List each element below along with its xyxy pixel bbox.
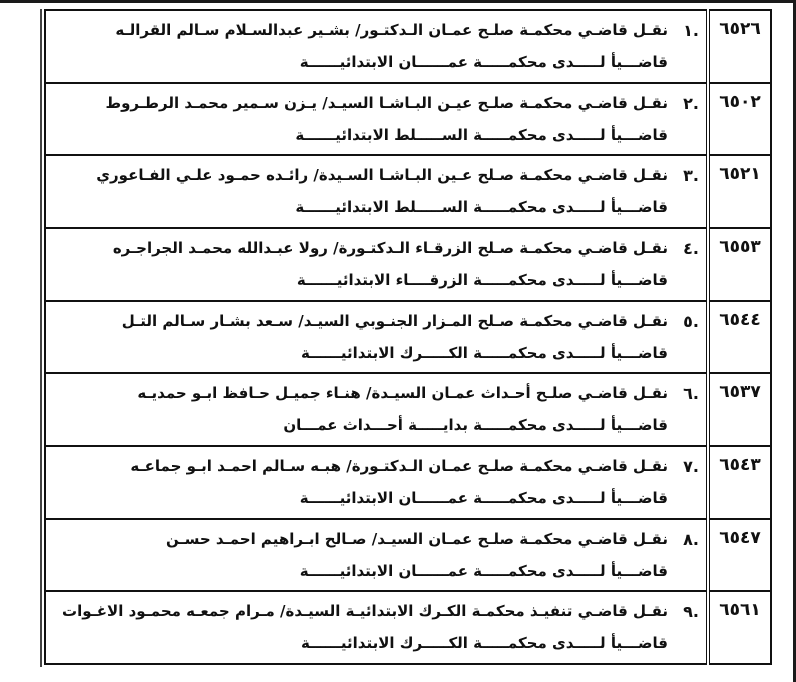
item-number: .٥ [676, 301, 708, 374]
transfer-line-1: نقـل قاضـي محكمـة صلـح عيـن البـاشـا السيـد/ يـزن سـمير محمـد الرطـروط [105, 93, 668, 112]
table-row [45, 155, 771, 228]
table-row [45, 519, 771, 592]
transfer-line-2: قاضـــيأ لـــــدى محكمـــــة الزرقــــاء الابتدائيــــــة [296, 270, 668, 289]
table-row [45, 10, 771, 83]
table-row [45, 446, 771, 519]
table-row [45, 301, 771, 374]
record-code: ٦٥٣٧ [708, 373, 771, 446]
transfer-text [45, 301, 676, 374]
table-row [45, 591, 771, 664]
transfer-text [45, 373, 676, 446]
transfer-text [45, 591, 676, 664]
page-top-border [0, 0, 796, 3]
transfers-table [44, 9, 772, 665]
item-number: .٤ [676, 228, 708, 301]
item-number: .٨ [676, 519, 708, 592]
transfer-line-1: نقـل قاضـي تنفيـذ محكمـة الكـرك الابتدائيـة السيـدة/ مـرام جمعـه محمـود الاغـوات [62, 602, 668, 621]
transfer-line-2: قاضـــيأ لـــــدى محكمـــــة الســـــلط الابتدائيــــــة [295, 125, 668, 144]
record-code: ٦٥٦١ [708, 591, 771, 664]
transfer-line-2: قاضـــيأ لـــــدى محكمـــــة الســـــلط الابتدائيــــــة [295, 198, 668, 217]
record-code: ٦٥٥٣ [708, 228, 771, 301]
item-number: .٩ [676, 591, 708, 664]
item-number: .٢ [676, 83, 708, 156]
transfer-text [45, 10, 676, 83]
transfer-text [45, 228, 676, 301]
table-row [45, 228, 771, 301]
record-code: ٦٥٤٣ [708, 446, 771, 519]
transfer-text [45, 83, 676, 156]
transfer-line-1: نقـل قاضـي محكمـة صلـح عمـان السيـد/ صـالح ابـراهيم احمـد حسـن [165, 529, 668, 548]
transfer-line-1: نقـل قاضـي محكمـة صـلح عـين البـاشـا السـيدة/ رائـده حمـود علـي الفـاعوري [96, 166, 668, 185]
item-number: .٦ [676, 373, 708, 446]
transfer-text [45, 519, 676, 592]
transfer-line-1: نقـل قاضـي صلـح أحـداث عمـان السيـدة/ هنـاء جميـل حـافظ ابـو حمديـه [137, 384, 668, 403]
transfer-line-2: قاضـــيأ لـــــدى محكمـــــة عمــــــان الابتدائيــــــة [299, 561, 668, 580]
record-code: ٦٥٢٦ [708, 10, 771, 83]
table-row [45, 83, 771, 156]
transfer-line-2: قاضـــيأ لـــــدى محكمـــــة الكـــــرك الابتدائيــــــة [301, 343, 668, 362]
transfer-line-2: قاضـــيأ لـــــدى محكمـــــة بدايـــــة أحـــداث عمـــان [283, 416, 668, 435]
transfer-line-2: قاضـــيأ لـــــدى محكمـــــة عمــــــان الابتدائيــــــة [299, 53, 668, 71]
transfer-line-1: نقـل قاضـي محكمـة صلـح عمـان الـدكتـورة/ هبـه سـالم احمـد ابـو جماعـه [130, 456, 668, 475]
table-row [45, 373, 771, 446]
record-code: ٦٥٤٤ [708, 301, 771, 374]
record-code: ٦٥٤٧ [708, 519, 771, 592]
table-left-edge [40, 9, 42, 667]
transfer-line-2: قاضـــيأ لـــــدى محكمـــــة الكـــــرك الابتدائيــــــة [301, 634, 668, 653]
item-number: .١ [676, 10, 708, 83]
item-number: .٣ [676, 155, 708, 228]
transfer-line-1: نقـل قاضـي محكمـة صـلح الزرقـاء الـدكتـورة/ رولا عبـدالله محمـد الجراجـره [112, 238, 668, 257]
transfer-text [45, 155, 676, 228]
record-code: ٦٥٠٢ [708, 83, 771, 156]
transfer-line-2: قاضـــيأ لـــــدى محكمـــــة عمــــــان الابتدائيــــــة [299, 488, 668, 507]
transfer-line-1: نقـل قاضـي محكمـة صلـح عمـان الـدكتـور/ بشـير عبدالسـلام سـالم القرالـه [115, 21, 668, 39]
transfer-text [45, 446, 676, 519]
transfer-line-1: نقـل قاضـي محكمـة صـلح المـزار الجنـوبي السيـد/ سـعد بشـار سـالم التـل [121, 311, 668, 330]
item-number: .٧ [676, 446, 708, 519]
record-code: ٦٥٢١ [708, 155, 771, 228]
